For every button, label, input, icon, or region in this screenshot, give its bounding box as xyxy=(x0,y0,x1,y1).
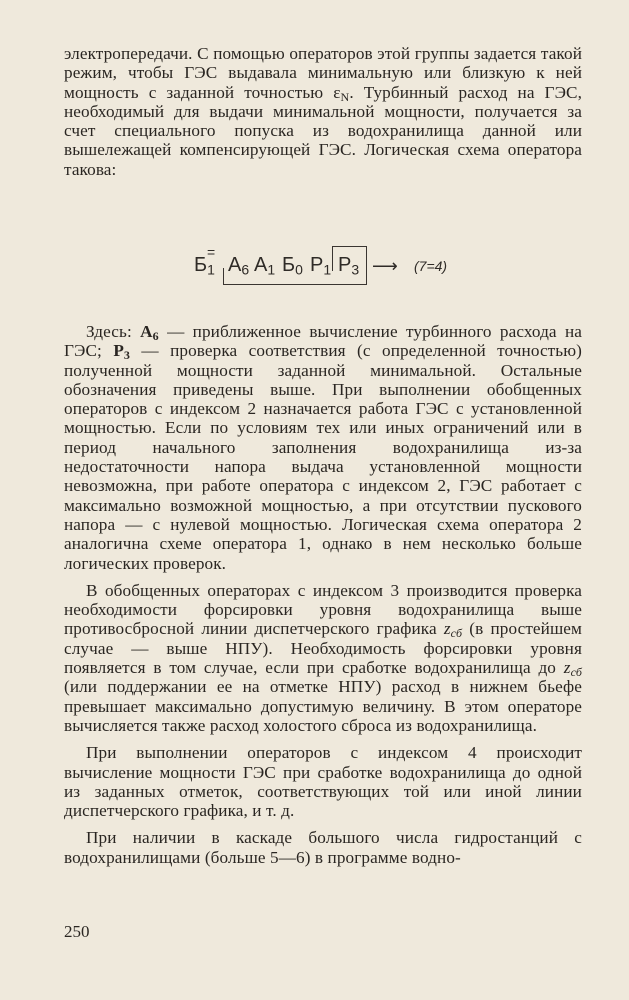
formula-b1-sub: 1 xyxy=(207,261,215,278)
paragraph-1-text: электропередачи. С помощью операторов этой группы задается такой режим, чтобы ГЭС выдавала минимальную или близкую к ней мощность с заданной точностью ε xyxy=(64,44,582,102)
a6-label-sub: 6 xyxy=(152,329,159,343)
paragraph-3-mid: (в простейшем случае — выше НПУ). Необходимость форсировки уровня появляется в том случае, если при сработке водохранилища до xyxy=(64,619,583,678)
formula-arrow: ⟶ xyxy=(372,256,398,276)
formula-p3-sub: 3 xyxy=(351,261,360,278)
text-block-main xyxy=(64,322,582,867)
formula-b1: $Б_1$ xyxy=(194,254,215,278)
paragraph-3-lead: В обобщенных операторах с индексом 3 производится проверка необходимости форсировки уровня водохранилища выше противосбросной линии диспетчерского графика xyxy=(64,580,582,639)
page-number: 250 xyxy=(64,922,90,941)
z-symbol-2: $z_{сб}$ xyxy=(563,658,582,680)
formula-b0: $Б_0$ xyxy=(282,254,303,278)
formula-p1: $Р_1$ xyxy=(310,254,332,278)
formula-target: (7=4) xyxy=(414,258,448,274)
paragraph-2-mid: — приближенное вычисление турбинного расхода на ГЭС; xyxy=(64,322,582,361)
formula-p1-sub: 1 xyxy=(323,261,332,278)
formula-b1-sup: = xyxy=(207,244,216,260)
z-symbol-1: $z_{сб}$ xyxy=(443,619,463,641)
formula-b0-sub: 0 xyxy=(295,261,303,278)
paragraph-1 xyxy=(64,44,582,179)
p3-label-sub: 3 xyxy=(123,348,131,363)
formula-a1: $А_1$ xyxy=(254,254,276,278)
paragraph-2-text: — проверка соответствия (с определенной точностью) полученной мощности заданной минимальной. Остальные обозначения приведены выше. При выполнении обобщенных операторов с индексом 2 назначается работа ГЭС с установленной мощностью. Если по условиям тех или иных ограничений или в период начального заполнения водохранилища из-за недостаточности напора выдача установленной мощности невозможна, при работе оператора с индексом 2, ГЭС работает с максимально возможной мощностью, а при отсутствии пускового напора — с нулевой мощностью. Логическая схема оператора 2 аналогична схеме оператора 1, однако в нем несколько больше логических проверок. xyxy=(64,341,582,573)
logic-scheme-formula xyxy=(190,246,480,294)
formula-a6-sub: 6 xyxy=(241,261,250,278)
paragraph-5: При наличии в каскаде большого числа гидростанций с водохранилищами (больше 5—6) в программе водно- xyxy=(64,828,582,867)
paragraph-4: При выполнении операторов с индексом 4 происходит вычисление мощности ГЭС при сработке водохранилища до одной из заданных отметок, соответствующих той или иной линии диспетчерского графика, и т. д. xyxy=(64,743,582,821)
paragraph-1-end: . Турбинный расход на ГЭС, необходимый для выдачи минимальной мощности, получается за счет специального попуска из водохранилища данной или вышележащей компенсирующей ГЭС. Логическая схема оператора такова: xyxy=(64,82,582,179)
paragraph-2 xyxy=(64,322,582,573)
p3-label: $Р_3$ xyxy=(113,341,131,363)
paragraph-3-end: (или поддержании ее на отметке НПУ) расход в нижнем бьефе превышает максимально допустимую величину. В этом операторе вычисляется также расход холостого сброса из водохранилища. xyxy=(64,677,582,735)
paragraph-2-lead: Здесь: xyxy=(86,322,141,341)
a6-label: $А_6$ xyxy=(140,322,159,343)
epsilon-subscript: N xyxy=(340,89,350,104)
paragraph-3 xyxy=(64,581,582,735)
formula-p3: $Р_3$ xyxy=(338,254,360,278)
formula-a1-sub: 1 xyxy=(267,261,276,278)
formula-a6: $А_6$ xyxy=(228,254,250,278)
text-block-top xyxy=(64,44,582,179)
